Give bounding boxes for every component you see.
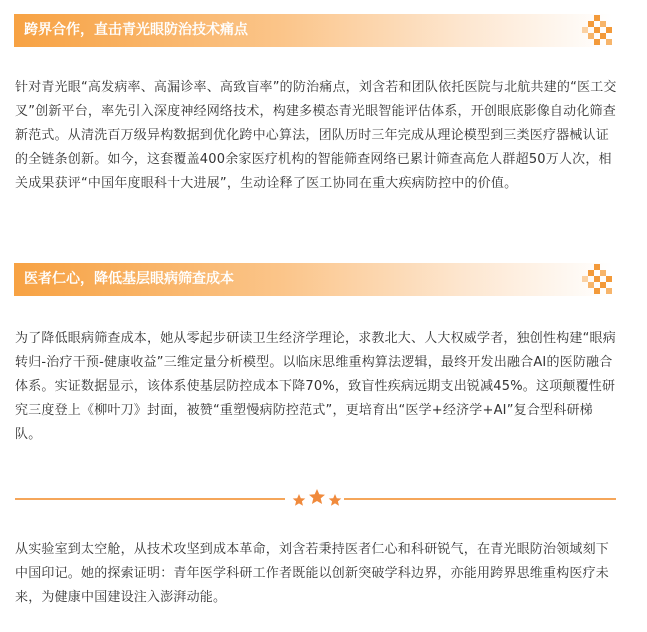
pixel-grid-icon <box>582 264 612 294</box>
closing-paragraph: 从实验室到太空舱，从技术攻坚到成本革命，刘含若秉持医者仁心和科研锐气，在青光眼防治领域刻下中国印记。她的探索证明：青年医学科研工作者既能以创新突破学科边界，亦能用跨界思维重构医疗未来，为健康中国建设注入澎湃动能。 <box>15 542 610 605</box>
section-header-2 <box>14 263 612 296</box>
three-stars-icon <box>290 486 344 510</box>
section-paragraph-1: 针对青光眼“高发病率、高漏诊率、高致盲率”的防治痛点，刘含若和团队依托医院与北航共建的“医工交叉”创新平台，率先引入深度神经网络技术，构建多模态青光眼智能评估体系，开创眼底影像自动化筛查新范式。从清洗百万级异构数据到优化跨中心算法，团队历时三年完成从理论模型到三类医疗器械认证的全链条创新。如今，这套覆盖400余家医疗机构的智能筛查网络已累计筛查高危人群超50万人次，相关成果获评“中国年度眼科十大进展”，生动诠释了医工协同在重大疾病防控中的价值。 <box>15 80 617 191</box>
pixel-grid-icon <box>582 15 612 45</box>
section-header-1 <box>14 14 612 47</box>
section-paragraph-2: 为了降低眼病筛查成本，她从零起步研读卫生经济学理论，求教北大、人大权威学者，独创性构建“眼病转归-治疗干预-健康收益”三维定量分析模型。以临床思维重构算法逻辑，最终开发出融合AI的医防融合体系。实证数据显示，该体系使基层防控成本下降70%，致盲性疾病远期支出锐减45%。这项颠覆性研究三度登上《柳叶刀》封面，被赞“重塑慢病防控范式”，更培育出“医学+经济学+AI”复合型科研梯队。 <box>15 331 616 442</box>
section-title: 医者仁心，降低基层眼病筛查成本 <box>24 271 234 287</box>
section-title: 跨界合作，直击青光眼防治技术痛点 <box>24 22 248 38</box>
divider-line-left <box>15 498 285 500</box>
divider-line-right <box>344 498 616 500</box>
